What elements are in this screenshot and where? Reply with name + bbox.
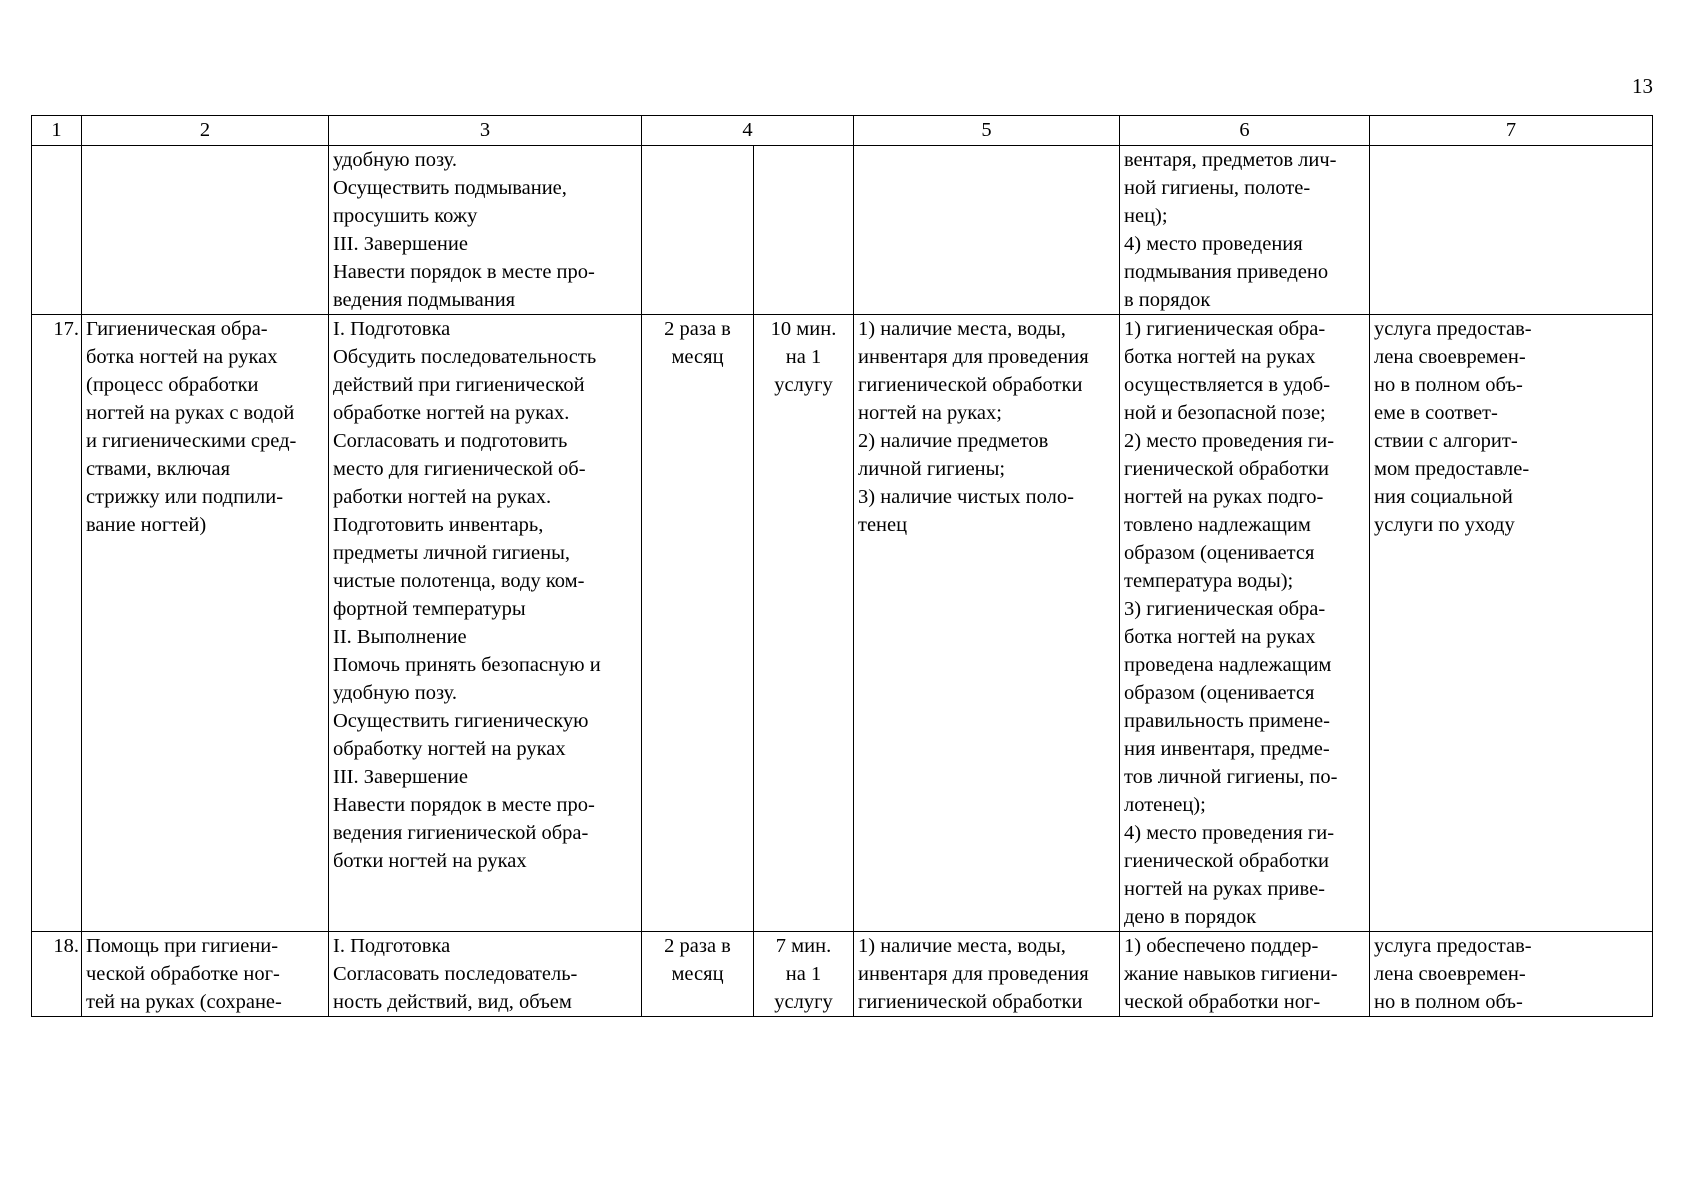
table-row [32,932,1653,1017]
service-frequency: 2 раза в месяц [642,932,754,1017]
service-evaluation: услуга предостав- лена своевремен- но в полном объ- еме в соответ- ствии с алгорит- мом предоставле- ния социальной услуги по уходу [1370,315,1653,932]
service-steps: I. Подготовка Согласовать последователь- ность действий, вид, объем [329,932,642,1017]
header-col-6: 6 [1120,116,1370,146]
header-col-2: 2 [82,116,329,146]
page-number: 13 [1632,74,1653,98]
header-col-7: 7 [1370,116,1653,146]
quality-indicators: 1) обеспечено поддер- жание навыков гигиени- ческой обработки ног- [1120,932,1370,1017]
service-frequency [642,146,754,315]
row-number: 17. [32,315,82,932]
header-col-1: 1 [32,116,82,146]
quality-indicators: вентаря, предметов лич- ной гигиены, полоте- нец); 4) место проведения подмывания приведено в порядок [1120,146,1370,315]
service-steps: удобную позу. Осуществить подмывание, просушить кожу III. Завершение Навести порядок в месте про- ведения подмывания [329,146,642,315]
service-duration: 7 мин. на 1 услугу [754,932,854,1017]
service-conditions: 1) наличие места, воды, инвентаря для проведения гигиенической обработки [854,932,1120,1017]
service-frequency: 2 раза в месяц [642,315,754,932]
service-name: Помощь при гигиени- ческой обработке ног- тей на руках (сохране- [82,932,329,1017]
header-col-5: 5 [854,116,1120,146]
service-conditions [854,146,1120,315]
service-steps: I. Подготовка Обсудить последовательность действий при гигиенической обработке ногтей на руках. Согласовать и подготовить место для гигиенической об- работки ногтей на руках. Подготовить инвентарь, предметы личной гигиены, чистые полотенца, воду ком- фортной температуры II. Выполнение Помочь принять безопасную и удобную позу. Осуществить гигиеническую обработку ногтей на руках III. Завершение Навести порядок в месте про- ведения гигиенической обра- ботки ногтей на руках [329,315,642,932]
row-number [32,146,82,315]
service-conditions: 1) наличие места, воды, инвентаря для проведения гигиенической обработки ногтей на руках; 2) наличие предметов личной гигиены; 3) наличие чистых поло- тенец [854,315,1120,932]
header-col-4: 4 [642,116,854,146]
quality-indicators: 1) гигиеническая обра- ботка ногтей на руках осуществляется в удоб- ной и безопасной позе; 2) место проведения ги- гиенической обработки ногтей на руках подго- товлено надлежащим образом (оценивается температура воды); 3) гигиеническая обра- ботка ногтей на руках проведена надлежащим образом (оценивается правильность примене- ния инвентаря, предме- тов личной гигиены, по- лотенец); 4) место проведения ги- гиенической обработки ногтей на руках приве- дено в порядок [1120,315,1370,932]
service-duration [754,146,854,315]
table-row [32,146,1653,315]
service-evaluation: услуга предостав- лена своевремен- но в полном объ- [1370,932,1653,1017]
row-number: 18. [32,932,82,1017]
service-name [82,146,329,315]
service-evaluation [1370,146,1653,315]
header-row [32,116,1653,146]
service-duration: 10 мин. на 1 услугу [754,315,854,932]
header-col-3: 3 [329,116,642,146]
table-row [32,315,1653,932]
services-table [31,115,1653,1017]
service-name: Гигиеническая обра- ботка ногтей на руках (процесс обработки ногтей на руках с водой и гигиеническими сред- ствами, включая стрижку или подпили- вание ногтей) [82,315,329,932]
